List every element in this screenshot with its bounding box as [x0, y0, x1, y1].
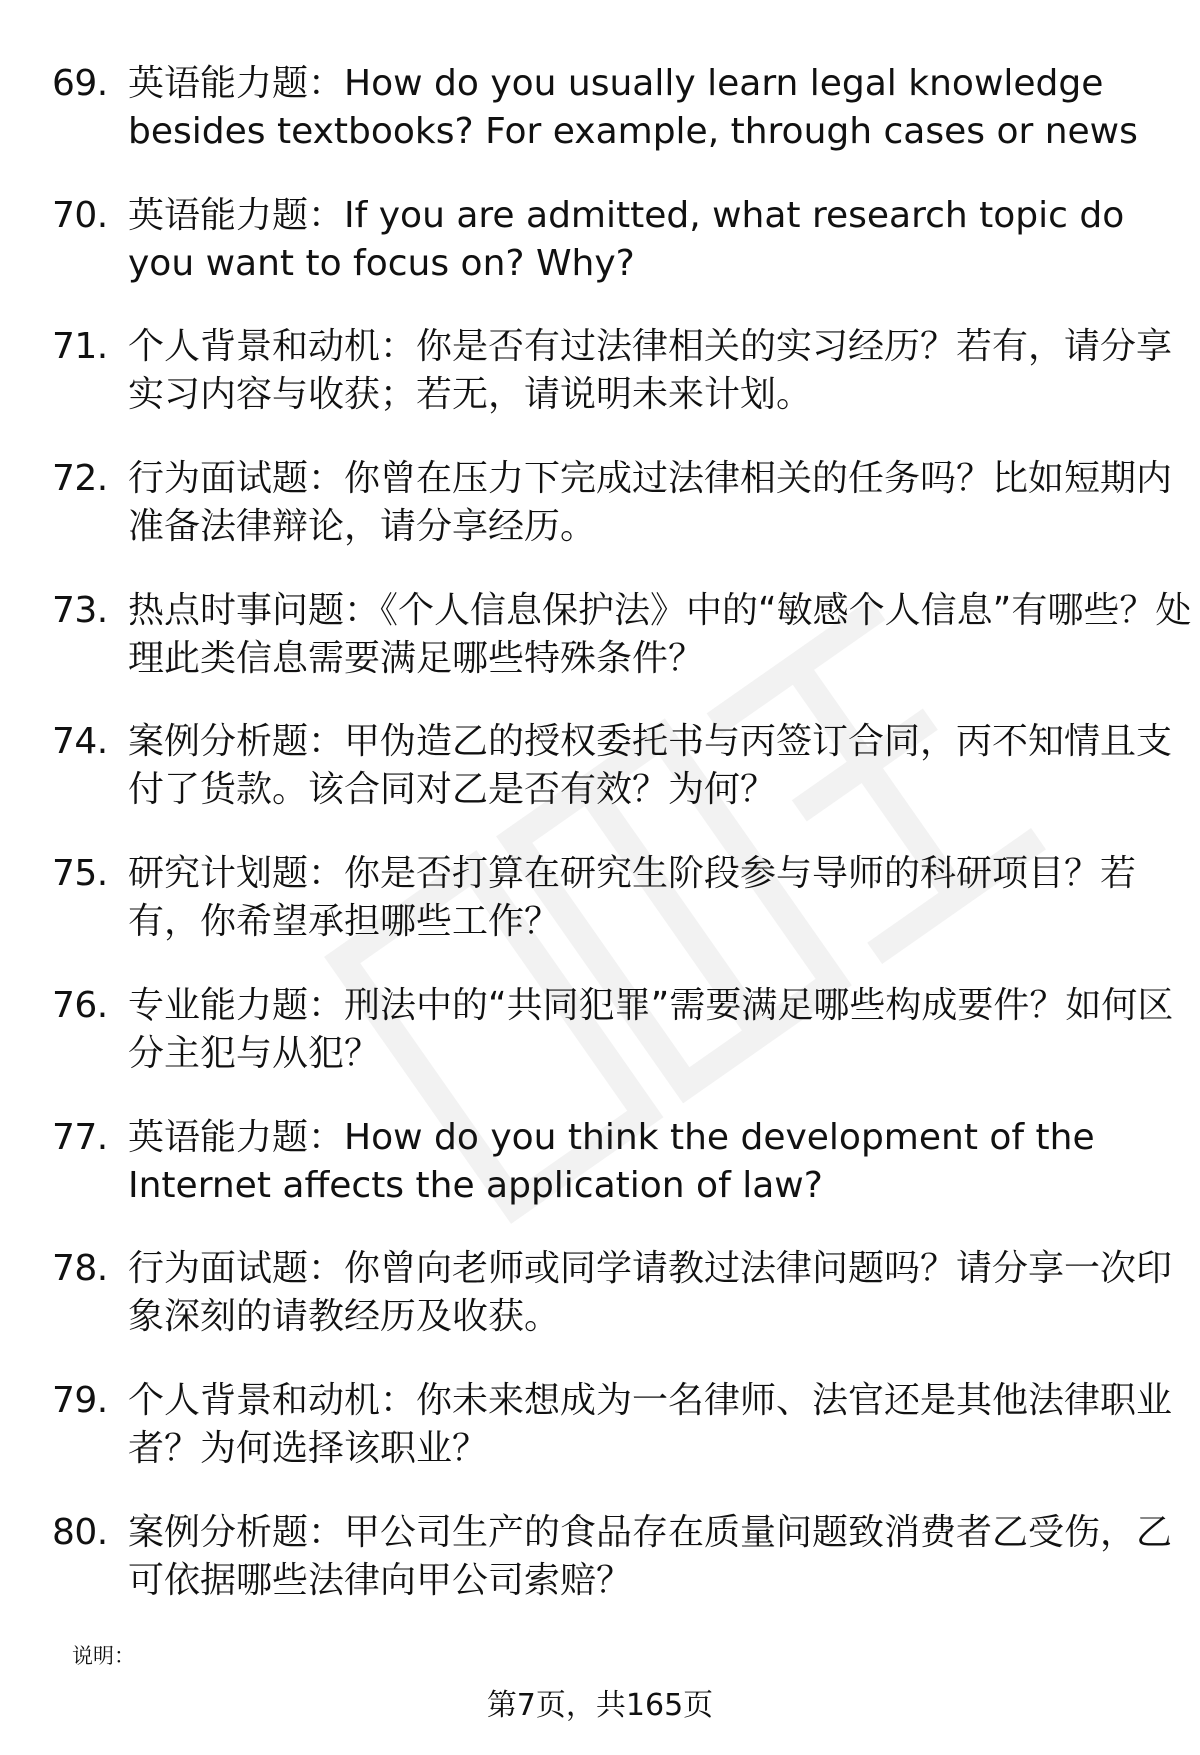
- question-text-block: [128, 60, 1198, 156]
- question-category: 行为面试题：: [128, 458, 345, 500]
- question-category: 个人背景和动机：: [128, 326, 417, 368]
- question-number: 80.: [52, 1511, 108, 1553]
- question-body: 刑法中的“共同犯罪”需要满足哪些构成要件？如何区分主犯与从犯？: [128, 984, 1174, 1074]
- question-category: 研究计划题：: [128, 853, 345, 895]
- question-number: 74.: [52, 721, 108, 763]
- question-number: 72.: [52, 458, 108, 500]
- question-category: 案例分析题：: [128, 1511, 345, 1553]
- question-item: [52, 455, 1173, 587]
- question-item: [52, 60, 1142, 192]
- question-item: [52, 718, 1173, 850]
- question-text-block: [128, 587, 1198, 683]
- question-category: 专业能力题：: [128, 984, 345, 1026]
- question-category: 英语能力题：: [128, 63, 345, 104]
- question-item: [52, 1114, 1142, 1246]
- question-text-block: [128, 850, 1198, 946]
- question-body: 《个人信息保护法》中的“敏感个人信息”有哪些？处理此类信息需要满足哪些特殊条件？: [128, 589, 1192, 679]
- question-category: 行为面试题：: [128, 1248, 345, 1290]
- question-number: 69.: [52, 63, 108, 104]
- question-category: 英语能力题：: [128, 1116, 345, 1158]
- question-body: 甲公司生产的食品存在质量问题致消费者乙受伤，乙可依据哪些法律向甲公司索赔？: [128, 1511, 1173, 1601]
- question-text-block: [128, 192, 1198, 288]
- question-body: If you are admitted, what research topic do you want to focus on? Why?: [128, 194, 1125, 284]
- question-number: 75.: [52, 853, 108, 895]
- question-number: 73.: [52, 589, 108, 631]
- question-item: [52, 587, 1192, 719]
- question-list: [52, 60, 1192, 1640]
- question-item: [52, 982, 1174, 1114]
- question-body: 你曾向老师或同学请教过法律问题吗？请分享一次印象深刻的请教经历及收获。: [128, 1248, 1173, 1338]
- question-body: How do you think the development of the Internet affects the application of law?: [128, 1116, 1095, 1206]
- question-item: [52, 850, 1142, 982]
- question-body: 甲伪造乙的授权委托书与丙签订合同，丙不知情且支付了货款。该合同对乙是否有效？为何？: [128, 721, 1173, 811]
- question-number: 78.: [52, 1248, 108, 1290]
- question-number: 77.: [52, 1116, 108, 1158]
- question-number: 76.: [52, 984, 108, 1026]
- question-text-block: [128, 1509, 1198, 1605]
- question-item: [52, 1245, 1173, 1377]
- question-body: 你曾在压力下完成过法律相关的任务吗？比如短期内准备法律辩论，请分享经历。: [128, 458, 1173, 548]
- note-label: 说明：: [72, 1644, 135, 1668]
- question-body: 你未来想成为一名律师、法官还是其他法律职业者？为何选择该职业？: [128, 1379, 1173, 1469]
- question-text-block: [128, 455, 1198, 551]
- page-indicator: 第7页，共165页: [486, 1688, 714, 1723]
- question-item: [52, 323, 1173, 455]
- question-category: 英语能力题：: [128, 194, 345, 236]
- question-category: 热点时事问题：: [128, 589, 381, 631]
- question-body: How do you usually learn legal knowledge besides textbooks? For example, through cases or news: [128, 63, 1138, 152]
- question-item: [52, 1377, 1173, 1509]
- question-body: 你是否有过法律相关的实习经历？若有，请分享实习内容与收获；若无，请说明未来计划。: [128, 326, 1173, 416]
- question-item: [52, 1509, 1173, 1641]
- question-category: 个人背景和动机：: [128, 1379, 417, 1421]
- question-category: 案例分析题：: [128, 721, 345, 763]
- question-text-block: [128, 323, 1198, 419]
- question-text-block: [128, 982, 1198, 1078]
- question-number: 71.: [52, 326, 108, 368]
- question-text-block: [128, 1245, 1198, 1341]
- question-number: 70.: [52, 194, 108, 236]
- question-text-block: [128, 718, 1198, 814]
- question-body: 你是否打算在研究生阶段参与导师的科研项目？若有，你希望承担哪些工作？: [128, 853, 1137, 943]
- question-text-block: [128, 1377, 1198, 1473]
- question-number: 79.: [52, 1379, 108, 1421]
- question-item: [52, 192, 1142, 324]
- question-text-block: [128, 1114, 1198, 1210]
